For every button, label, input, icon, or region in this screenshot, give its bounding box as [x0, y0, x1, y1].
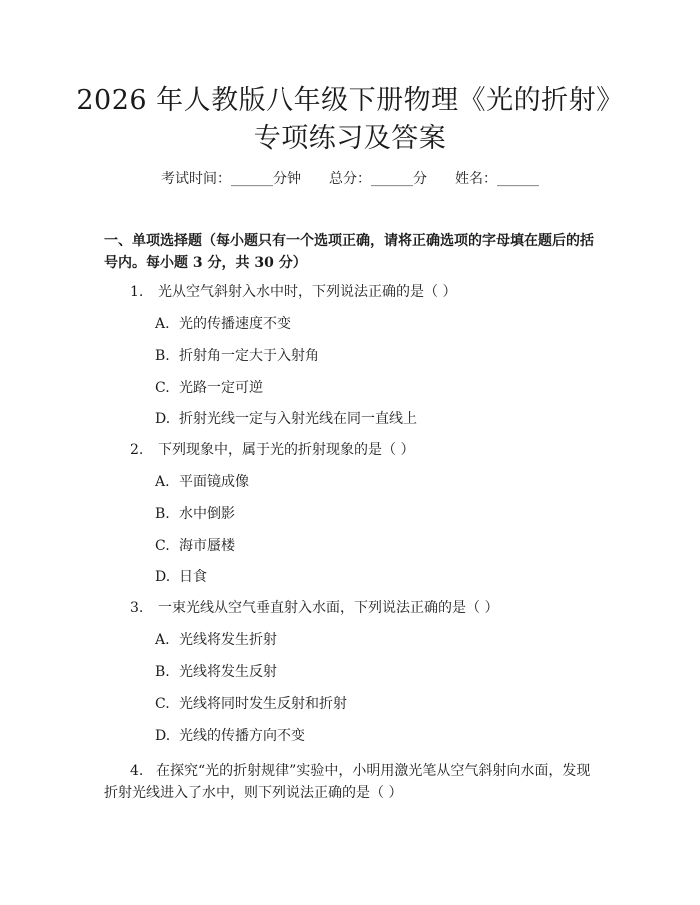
q2-option-b: [155, 505, 235, 523]
question-4: [104, 760, 604, 804]
exam-time-field: 考试时间：______分钟: [161, 171, 301, 187]
option-letter: D.: [155, 728, 171, 744]
option-text: 光线将发生折射: [179, 632, 277, 648]
option-letter: C.: [155, 696, 170, 712]
question-stem: 光从空气斜射入水中时，下列说法正确的是（ ）: [158, 284, 457, 300]
q1-option-c: [155, 379, 263, 397]
exam-score-field: 总分：______分: [329, 171, 427, 187]
q1-option-a: [155, 315, 291, 333]
question-2: [130, 441, 414, 459]
option-text: 折射角一定大于入射角: [179, 348, 319, 364]
q2-option-c: [155, 537, 235, 555]
q3-option-c: [155, 695, 347, 713]
option-letter: C.: [155, 538, 170, 554]
option-letter: D.: [155, 411, 171, 427]
document-title-line-1: 2026 年人教版八年级下册物理《光的折射》: [76, 85, 624, 116]
student-name-field: 姓名：______: [455, 171, 539, 187]
option-letter: B.: [155, 506, 170, 522]
exam-info-line: [0, 170, 700, 188]
option-letter: A.: [155, 316, 170, 332]
q2-option-a: [155, 473, 249, 491]
question-1: [130, 283, 456, 301]
option-text: 光线的传播方向不变: [179, 728, 305, 744]
option-text: 光线将同时发生反射和折射: [179, 696, 347, 712]
option-letter: A.: [155, 474, 170, 490]
option-text: 光的传播速度不变: [179, 316, 291, 332]
option-letter: B.: [155, 664, 170, 680]
option-text: 日食: [179, 569, 207, 585]
option-letter: D.: [155, 569, 171, 585]
option-letter: A.: [155, 632, 170, 648]
question-number: 2.: [130, 442, 144, 458]
q3-option-a: [155, 631, 277, 649]
question-number: 3.: [130, 600, 144, 616]
q2-option-d: [155, 568, 207, 586]
q3-option-d: [155, 727, 305, 745]
option-text: 海市蜃楼: [179, 538, 235, 554]
q1-option-b: [155, 347, 319, 365]
q1-option-d: [155, 410, 417, 428]
question-3: [130, 599, 498, 617]
document-title-line-2: 专项练习及答案: [253, 123, 447, 154]
question-stem: 一束光线从空气垂直射入水面，下列说法正确的是（ ）: [158, 600, 499, 616]
option-text: 平面镜成像: [179, 474, 249, 490]
option-text: 水中倒影: [179, 506, 235, 522]
option-text: 光线将发生反射: [179, 664, 277, 680]
question-stem: 在探究“光的折射规律”实验中，小明用激光笔从空气斜射向水面，发现折射光线进入了水中，则下列说法正确的是（ ）: [104, 763, 591, 801]
question-number: 4.: [130, 763, 144, 779]
option-text: 折射光线一定与入射光线在同一直线上: [179, 411, 417, 427]
option-letter: C.: [155, 380, 170, 396]
question-stem: 下列现象中，属于光的折射现象的是（ ）: [158, 442, 415, 458]
q3-option-b: [155, 663, 277, 681]
question-number: 1.: [130, 284, 144, 300]
section-heading: 一、单项选择题（每小题只有一个选项正确，请将正确选项的字母填在题后的括号内。每小题 3 分，共 30 分）: [104, 233, 594, 271]
option-text: 光路一定可逆: [179, 380, 263, 396]
option-letter: B.: [155, 348, 170, 364]
